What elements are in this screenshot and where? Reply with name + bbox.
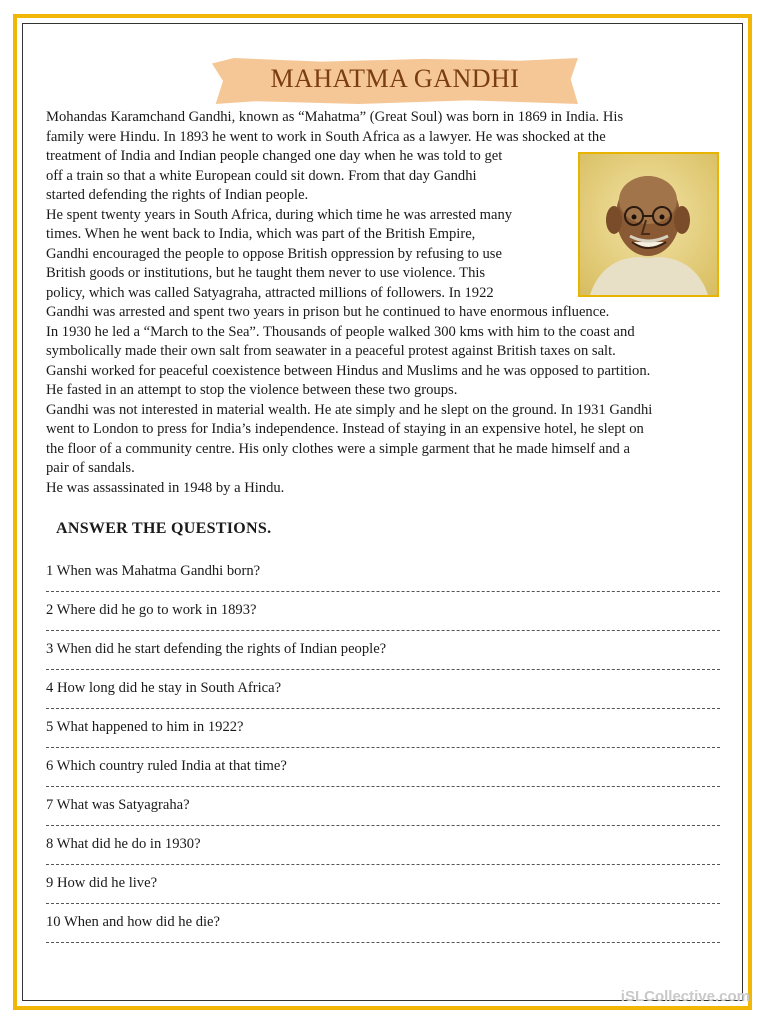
question-item (46, 872, 720, 911)
site-watermark: iSLCollective.com (620, 988, 750, 1005)
wrapped-paragraph (46, 147, 566, 303)
text-line: the floor of a community centre. His only clothes were a simple garment that he made himself and a (46, 440, 630, 457)
question-item (46, 911, 720, 950)
question-text: 1 When was Mahatma Gandhi born? (46, 563, 261, 579)
text-line: policy, which was called Satyagraha, attracted millions of followers. In 1922 (46, 284, 494, 301)
question-text: 5 What happened to him in 1922? (46, 719, 244, 735)
text-line: Gandhi was arrested and spent two years in prison but he continued to have enormous influence. (46, 304, 610, 320)
question-item (46, 638, 720, 677)
text-line: Gandhi was not interested in material wealth. He ate simply and he slept on the ground. In 1931 Gandhi (46, 401, 653, 418)
question-item (46, 833, 720, 872)
text-line: Gandhi encouraged the people to oppose British oppression by refusing to use (46, 245, 502, 262)
answer-line[interactable] (46, 591, 720, 592)
answer-line[interactable] (46, 942, 720, 943)
question-item (46, 716, 720, 755)
questions-heading: ANSWER THE QUESTIONS. (56, 520, 272, 537)
portrait-image (580, 154, 717, 295)
page-title: MAHATMA GANDHI (270, 64, 520, 93)
answer-line[interactable] (46, 903, 720, 904)
answer-line[interactable] (46, 708, 720, 709)
text-line: started defending the rights of Indian people. (46, 187, 309, 203)
text-line: symbolically made their own salt from seawater in a peaceful protest against British taxes on salt. (46, 343, 616, 359)
text-line: He was assassinated in 1948 by a Hindu. (46, 479, 285, 496)
text-line: Ganshi worked for peaceful coexistence between Hindus and Muslims and he was opposed to partition. (46, 362, 651, 379)
answer-line[interactable] (46, 786, 720, 787)
text-line: went to London to press for India’s independence. Instead of staying in an expensive hotel, he slept on (46, 421, 644, 437)
question-text: 7 What was Satyagraha? (46, 797, 190, 813)
question-item (46, 755, 720, 794)
text-line: family were Hindu. In 1893 he went to work in South Africa as a lawyer. He was shocked at the (46, 128, 606, 145)
question-text: 4 How long did he stay in South Africa? (46, 680, 282, 696)
answer-line[interactable] (46, 864, 720, 865)
answer-line[interactable] (46, 630, 720, 631)
answer-line[interactable] (46, 669, 720, 670)
intro-paragraph (46, 108, 721, 147)
main-paragraph (46, 303, 721, 498)
text-line: pair of sandals. (46, 460, 135, 476)
text-line: treatment of India and Indian people changed one day when he was told to get (46, 148, 503, 164)
question-item (46, 599, 720, 638)
text-line: In 1930 he led a “March to the Sea”. Thousands of people walked 300 kms with him to the coast and (46, 323, 635, 340)
question-text: 10 When and how did he die? (46, 914, 220, 930)
gandhi-portrait (578, 152, 719, 297)
text-line: British goods or institutions, but he taught them never to use violence. This (46, 265, 486, 281)
answer-line[interactable] (46, 825, 720, 826)
text-line: He spent twenty years in South Africa, during which time he was arrested many (46, 206, 513, 223)
text-line: off a train so that a white European could sit down. From that day Gandhi (46, 167, 477, 184)
answer-line[interactable] (46, 747, 720, 748)
question-text: 6 Which country ruled India at that time? (46, 758, 287, 774)
text-line: He fasted in an attempt to stop the violence between these two groups. (46, 382, 458, 398)
text-line: Mohandas Karamchand Gandhi, known as “Mahatma” (Great Soul) was born in 1869 in India. His (46, 109, 624, 125)
question-text: 3 When did he start defending the rights of Indian people? (46, 641, 387, 657)
text-line: times. When he went back to India, which was part of the British Empire, (46, 226, 476, 242)
question-text: 2 Where did he go to work in 1893? (46, 602, 257, 618)
question-item (46, 794, 720, 833)
question-text: 8 What did he do in 1930? (46, 836, 201, 852)
question-item (46, 560, 720, 599)
question-item (46, 677, 720, 716)
question-text: 9 How did he live? (46, 875, 158, 891)
questions-list (46, 560, 720, 950)
